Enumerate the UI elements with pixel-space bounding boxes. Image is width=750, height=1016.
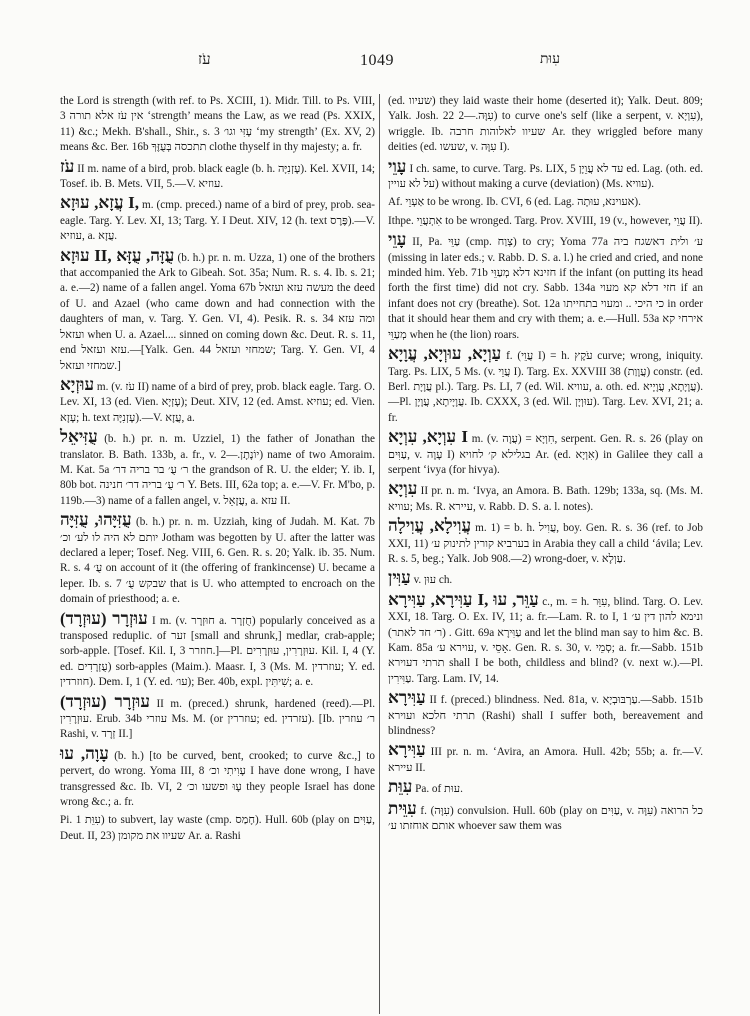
dictionary-entry xyxy=(388,742,703,776)
dictionary-entry xyxy=(60,429,375,509)
entry-headword: עִוֵּת xyxy=(388,777,413,797)
entry-headword: עָוָה, עוּ xyxy=(60,743,109,763)
dictionary-entry xyxy=(388,429,703,478)
entry-text: m. (v. עֲוָה) = חִוְיָא, serpent. Gen. R. s. 26 (play on עַוִּים, v. עָוָה I) בגלילא ק׳ לחויא Ar. (ed. אִוְיָא) in Galilee they call a serpent ‘ivya (for hivya). xyxy=(388,433,704,476)
entry-headword: עֲזָא, עוּזָא I, xyxy=(60,193,139,213)
entry-headword: עוּזְיָא xyxy=(60,374,95,394)
header-right-guide-word: עִוּת xyxy=(539,52,560,67)
entry-headword: עַוִּירָא xyxy=(388,688,426,708)
dictionary-entry xyxy=(60,743,375,811)
dictionary-entry xyxy=(60,691,376,743)
entry-text: the Lord is strength (with ref. to Ps. XCIII, 1). Midr. Till. to Ps. VIII, 3 אין עֹז אלא תורה ‘strength’ means the Law, as we read (Ps. XXIX, 11) &c.; Mekh. B'shall., Shir., s. 3 עָזִּי וגו׳ ‘my strength’ (Ex. XV, 2) means &c. Ber. 16b תתכסה בְּעֻזֶּךָ clothe thyself in thy majesty; a. fr. xyxy=(60,95,376,154)
entry-headword: עוּזָא II, עֻזָּה, עֻזָּא xyxy=(60,245,175,265)
entry-headword: עִוְיָא xyxy=(388,479,418,499)
entry-text: II m. name of a bird, prob. black eagle (b. h. עָזְנִיָּה). Kel. XVII, 14; Tosef. ib. B. Mets. VII, 5.—V. עוזיא. xyxy=(60,162,375,191)
entry-headword: עָוֵי xyxy=(388,156,407,176)
entry-headword: (עוּזְרָד) עוּזְרָר xyxy=(60,691,150,711)
dictionary-entry xyxy=(388,481,703,515)
dictionary-entry xyxy=(388,589,704,687)
entry-headword: עֲוִילָא, עֲוִילָה xyxy=(388,516,472,536)
dictionary-entry xyxy=(60,94,375,156)
column-divider xyxy=(379,94,380,1014)
entry-text: (ed. שעיוו) they laid waste their home (deserted it); Yalk. Deut. 809; Yalk. Josh. 22 עִוָּה.—2) to curve one's self (like a serpent, v. עִוְיָא), wriggle. Ib. שעיוו לאלוהות חרבה Ar. they wriggled before many deities (ed. שעשו, v. עִוָּה I). xyxy=(388,95,703,154)
entry-headword: עִוֵּית xyxy=(388,798,417,818)
entry-text: m. (cmp. preced.) name of a bird of prey, prob. sea-eagle. Targ. Y. Lev. XI, 13; Targ. Y. I Deut. XIV, 12 (h. text פֶּרֶס).—V. עוזיא, a. עֲזָא. xyxy=(60,199,376,243)
left-column xyxy=(60,94,375,847)
dictionary-entry xyxy=(60,608,376,691)
entry-text: I ch. same, to curve. Targ. Ps. LIX, 5 עד לא עֲוֵיָן ed. Lag. (oth. ed. על לא עויין) without making a curve (deviation) (Ms. עוויא). xyxy=(388,162,704,191)
entry-text: (b. h.) pr. n. m. Uzza, 1) one of the brothers that accompanied the Ark to Gibeah. Sot. 35a; Num. R. s. 4. Ib. s. 21; a. e.—2) name of a fallen angel. Yoma 67b מעשה עזא ועזאל the deed of U. and Azael (who came down and had connection with the daughters of man, v. Targ. Y. Gen. VI, 4). Pesik. R. s. 34 ומה עזא ועזאל when U. a. Azael.... sinned on coming down &c. Deut. R. s. 11, end עזא ועזאל.—[Yalk. Gen. 44 שמחזי ועזאל; Targ. Y. Gen. VI, 4 שמחזי ועזאל.] xyxy=(60,251,376,372)
entry-text: II pr. n. m. ‘Ivya, an Amora. B. Bath. 129b; 133a, sq. (Ms. M. עוויא; Ms. R. עיירא, v. Rabb. D. S. a. l. notes). xyxy=(388,485,703,513)
entry-text: f. (עִוָּה) convulsion. Hull. 60b (play on עַוִּים, v. עִוָּה) כל הרואה אותם אוחזתו ע׳ whoever saw them was xyxy=(388,804,703,833)
header-left-guide-word: עֹז xyxy=(198,52,211,68)
entry-text: Ithpe. אִתְעֲוֵי to be wronged. Targ. Prov. XVIII, 19 (v., however, עֲוֵי II). xyxy=(388,214,703,227)
dictionary-entry xyxy=(388,798,703,835)
entry-text: Pa. of עוּת. xyxy=(415,783,463,796)
dictionary-entry xyxy=(60,512,375,607)
entry-text: f. (עֲוֵי I) = h. עֹקֶץ curve; wrong, iniquity. Targ. Ps. LIX, 5 Ms. (v. עֲוֵי I). Targ. Ex. XXVIII 38 (עֲוָוַת) constr. (ed. Berl. עֲוָיָת pl.). Targ. Ps. LI, 7 (ed. Wil. עוויא, a. oth. ed. עֲוָיָתָא, עֲוָיָיא).—Pl. עֲוָיָיתָא, עֲוָיָן. Ib. CXXX, 3 (ed. Wil. עוּוְיָן). Targ. Lev. XVI, 21; a. fr. xyxy=(388,350,704,424)
entry-headword: (עוּזְרָד) עוּזְרָר xyxy=(60,608,148,628)
entry-text: II m. (preced.) shrunk, hardened (reed).—Pl. עוּזְרָרִין. Erub. 34b עוזרי Ms. M. (or עוזררין; ed. עזרדין). [Ib. ר׳ עוזרין Rashi, v. זְרָד II.] xyxy=(60,697,376,741)
page-number: 1049 xyxy=(360,52,394,69)
dictionary-entry xyxy=(60,195,375,244)
dictionary-entry xyxy=(388,690,703,739)
entry-headword: עֹז xyxy=(60,156,75,176)
dictionary-entry xyxy=(388,232,703,343)
entry-text: II f. (preced.) blindness. Ned. 81a, v. עַרְבּוּבְיָא.—Sabb. 151b תרתי חלכא ועוירא (Rashi) shall I suffer both, bereavement and blindness? xyxy=(388,694,704,738)
entry-text: Af. אַעְוֵי to be wrong. Ib. CVI, 6 (ed. Lag. אעוינא, עוּתָה). xyxy=(388,196,641,209)
entry-text: c., m. = h. עִוֵּר, blind. Targ. O. Lev. XXI, 18. Targ. O. Ex. IV, 11; a. fr.—Lam. R. to I, 1 ונימא להון דין ע׳ (ר׳ חד לאתר) . Gitt. 69a עַוִּירָא and let the blind man say to him &c. B. Kam. 85a עוירא ע׳, v. אָסֵי. Gen. R. s. 30, v. סְמֵי; a. fr.—Sabb. 151b תרתי דעוירא shall I be both, childless and blind? (v. next w.).—Pl. עַוִּירִין. Targ. Lam. IV, 14. xyxy=(388,595,704,685)
entry-text: m. (v. עֹז II) name of a bird of prey, prob. black eagle. Targ. O. Lev. XI, 13 (ed. Vien. עָזְיָא); Deut. XIV, 12 (ed. Amst. עוזיא; ed. Vien. עָזָא; h. text עָזְנִיָּה).—V. עֲזָא, a. xyxy=(60,380,376,424)
entry-headword: עַוְיָא, עוּוְיָא, עֲוָיָא xyxy=(388,344,502,364)
entry-headword: עֻזִּיאֵל xyxy=(60,427,98,447)
dictionary-entry xyxy=(388,779,703,797)
dictionary-entry xyxy=(388,570,703,588)
entry-text: m. 1) = b. h. עֲוִיל, boy. Gen. R. s. 36 (ref. to Job XXI, 11) בערביא קורין לתינוק ע׳ in Arabia they call a child ‘ávila; Lev. R. s. 5, beg.; Yalk. Job 908.—2) wrong-doer, v. עַוְלָא. xyxy=(388,522,703,565)
dictionary-entry xyxy=(388,214,703,229)
dictionary-entry xyxy=(60,245,376,374)
entry-headword: עִוְיָא, עִוְיָא I xyxy=(388,427,468,447)
dictionary-entry xyxy=(388,94,703,156)
dictionary-entry xyxy=(60,374,376,426)
entry-headword: עֻזִּיָּהוּ, עֻזִּיָּה xyxy=(60,510,132,530)
dictionary-entry xyxy=(388,346,703,426)
entry-text: (b. h.) pr. n. m. Uzziah, king of Judah. M. Kat. 7b יותם לא היה לו לע׳ וכ׳ Jotham was begotten by U. after the latter was declared a leper; Tosef. Neg. VIII, 6. Gen. R. s. 20; Yalk. ib. 35. Num. R. s. 4 עֻ׳ on account of it (the offering of frankincense) U. became a leper. Ib. s. 7 שבקש עֻ׳ that is U. who attempted to encroach on the domain of priesthood; a. e. xyxy=(60,516,376,606)
entry-headword: עַוִּירָא xyxy=(388,740,426,760)
entry-headword: עַוִּירָא, עַוִּירָא I, עַוֵּר, עוּ xyxy=(388,589,539,609)
dictionary-entry xyxy=(388,195,703,210)
dictionary-entry xyxy=(388,518,703,567)
entry-text: (b. h.) [to be curved, bent, crooked; to curve &c.,] to pervert, do wrong. Yoma III, 8 עָוִיתִי וכ׳ I have done wrong, I have transgressed &c. Ib. VI, 2 עָוּ ופשעו וכ׳ they people Israel has done wrong &c.; a. fr. xyxy=(60,749,375,809)
entry-text: III pr. n. m. ‘Avira, an Amora. Hull. 42b; 55b; a. fr.—V. עיירא II. xyxy=(388,746,704,774)
entry-headword: עַוִּין xyxy=(388,568,411,588)
page-header xyxy=(60,52,690,76)
dictionary-entry xyxy=(60,813,375,844)
entry-text: (b. h.) pr. n. m. Uzziel, 1) the father of Jonathan the translator. B. Bath. 133b, a. fr., v. יוֹנָתָן.—2) name of two Amoraim. M. Kat. 5a ר׳ עֻ׳ בר בריה דר׳ the grandson of R. U. the elder; Y. ib. I, 80b bot. ר׳ עֻ׳ בריה דר׳ חנינה Y. Bets. III, 62a top; a. e.—V. Fr. M'bo, p. 119b.—3) name of a fallen angel, v. עֲזָאֵל, a. עזא II. xyxy=(60,433,376,507)
entry-text: II, Pa. עַוֵּי (cmp. צְוַח) to cry; Yoma 77a ע׳ ולית דאשגח ביה (missing in later eds.; v. Rabb. D. S. a. l.) he cried and cried, and none minded him. Yeb. 71b חזינא דלא מְעַוֵּי if the infant (on putting its head forth the first time) did not cry. Sabb. 134a חזי דלא קא מעוי if an infant does not cry (breathe). Sot. 12a כי היכי .. ומעוי בתחייתו in order that it should hear them and cry with them; a. e.—Hull. 53a אירחי קא מְעַוֵּי when he (the lion) roars. xyxy=(388,236,704,341)
entry-text: Pi. עִוֵּת 1) to subvert, lay waste (cmp. חָמַס). Hull. 60b (play on עַוִּים, Deut. II, 23) שעיוו את מקומן Ar. a. Rashi xyxy=(60,814,375,842)
dictionary-entry xyxy=(60,156,375,193)
entry-text: v. עוּן ch. xyxy=(413,574,453,587)
right-column xyxy=(388,94,703,837)
entry-headword: עָוֵי xyxy=(388,230,407,250)
entry-text: I m. (v. חוּזְרָר a. חֻזְרָר) popularly conceived as a transposed reduplic. of זער [small and shrunk,] medlar, crab-apple; sorb-apple. [Tosef. Kil. I, 3 חוזרר.]—Pl. עוּזְרָרִין, עוּזְרָרִים. Kil. I, 4 (Y. ed. עֻזְרָדִים) sorb-apples (Maim.). Maasr. I, 3 (Ms. M. עוזרדין; Y. ed. חוזרדין). Dem. I, 1 (Y. ed. עו׳); Ber. 40b, expl. שִׁיתִּין; a. e. xyxy=(60,614,376,689)
dictionary-entry xyxy=(388,156,704,193)
